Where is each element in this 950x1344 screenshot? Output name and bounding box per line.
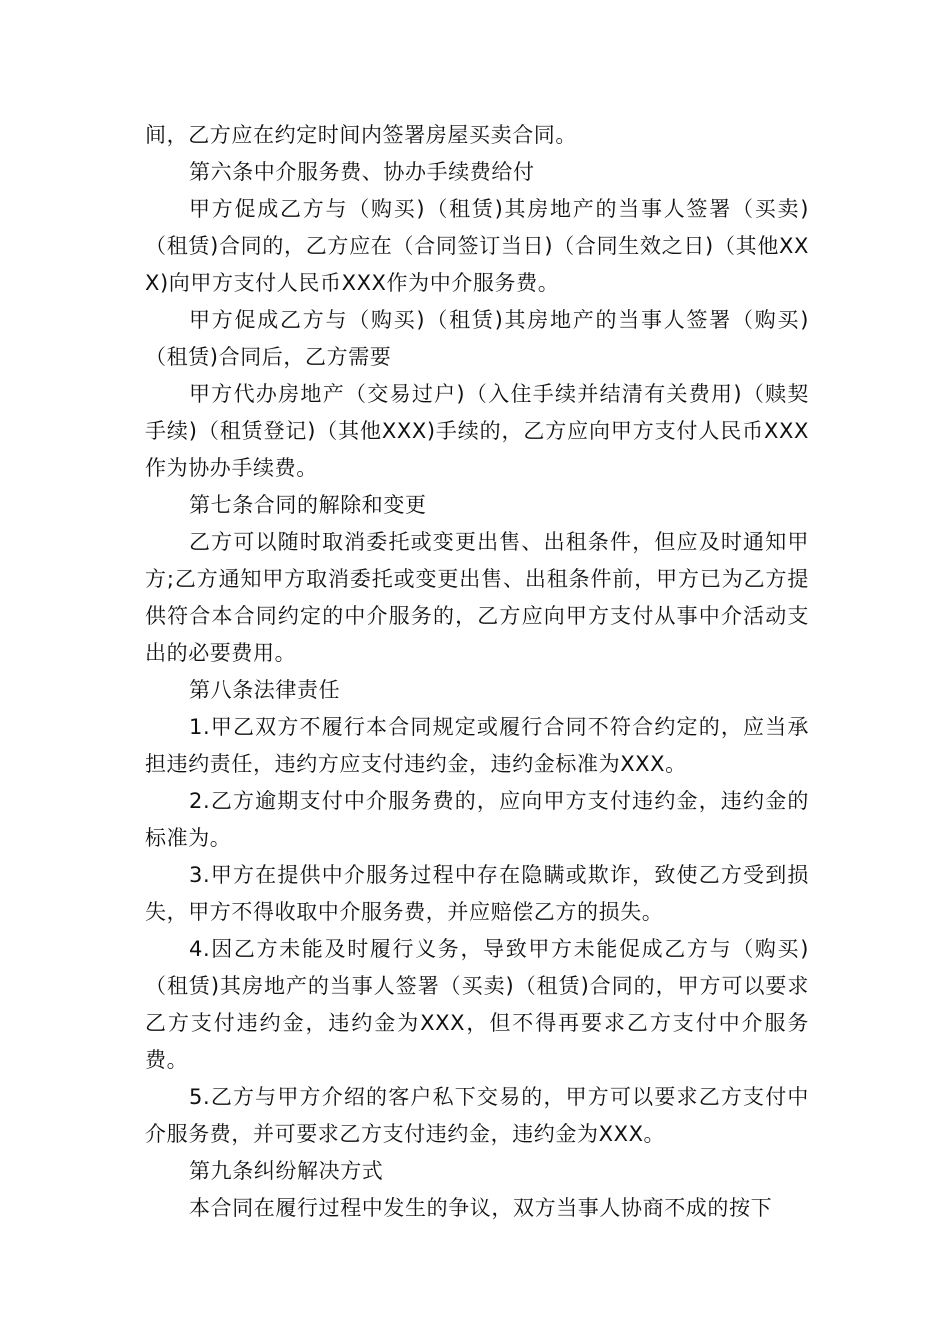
paragraph: 本合同在履行过程中发生的争议，双方当事人协商不成的按下 [189, 1196, 773, 1220]
section-heading-article-7: 第七条合同的解除和变更 [189, 493, 427, 517]
paragraph-continuation: 间，乙方应在约定时间内签署房屋买卖合同。 [145, 123, 577, 147]
document-body [145, 117, 809, 1227]
paragraph: 甲方促成乙方与（购买)（租赁)其房地产的当事人签署（买卖)（租赁)合同的，乙方应在（合同签订当日)（合同生效之日)（其他XXX)向甲方支付人民币XXX作为中介服务费。 [145, 197, 809, 295]
section-heading-article-6: 第六条中介服务费、协办手续费给付 [189, 160, 535, 184]
section-heading-article-8: 第八条法律责任 [189, 678, 341, 702]
section-heading-article-9: 第九条纠纷解决方式 [189, 1159, 384, 1183]
paragraph: 乙方可以随时取消委托或变更出售、出租条件，但应及时通知甲方;乙方通知甲方取消委托或变更出售、出租条件前，甲方已为乙方提供符合本合同约定的中介服务的，乙方应向甲方支付从事中介活动支出的必要费用。 [145, 530, 809, 665]
clause-item-5: 5.乙方与甲方介绍的客户私下交易的，甲方可以要求乙方支付中介服务费，并可要求乙方支付违约金，违约金为XXX。 [145, 1085, 809, 1146]
clause-item-4: 4.因乙方未能及时履行义务，导致甲方未能促成乙方与（购买)（租赁)其房地产的当事人签署（买卖)（租赁)合同的，甲方可以要求乙方支付违约金，违约金为XXX，但不得再要求乙方支付中介服务费。 [145, 937, 809, 1072]
clause-item-1: 1.甲乙双方不履行本合同规定或履行合同不符合约定的，应当承担违约责任，违约方应支付违约金，违约金标准为XXX。 [145, 715, 809, 776]
clause-item-3: 3.甲方在提供中介服务过程中存在隐瞒或欺诈，致使乙方受到损失，甲方不得收取中介服务费，并应赔偿乙方的损失。 [145, 863, 809, 924]
clause-item-2: 2.乙方逾期支付中介服务费的，应向甲方支付违约金，违约金的标准为。 [145, 789, 809, 850]
paragraph: 甲方促成乙方与（购买)（租赁)其房地产的当事人签署（购买)（租赁)合同后，乙方需要 [145, 308, 809, 369]
paragraph: 甲方代办房地产（交易过户)（入住手续并结清有关费用)（赎契手续)（租赁登记)（其他XXX)手续的，乙方应向甲方支付人民币XXX作为协办手续费。 [145, 382, 809, 480]
